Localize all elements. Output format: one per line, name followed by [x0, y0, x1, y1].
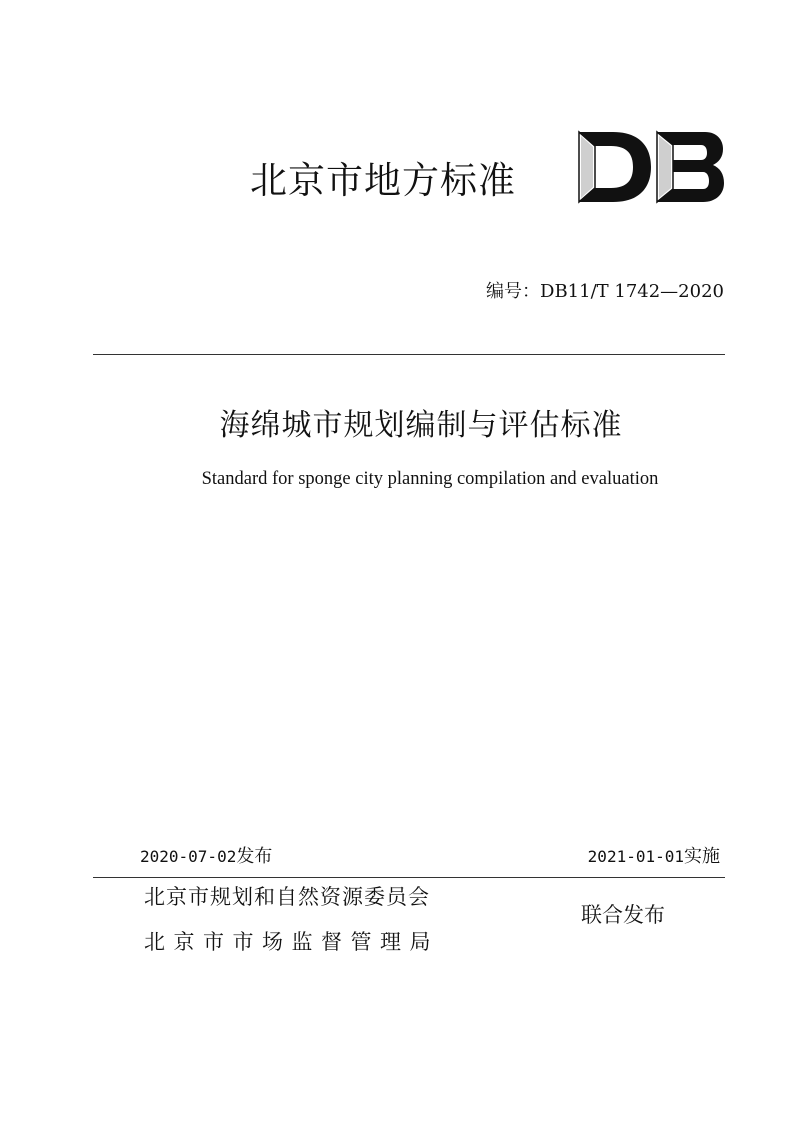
top-divider: [93, 354, 725, 355]
title-chinese: 海绵城市规划编制与评估标准: [219, 408, 623, 443]
db-logo: [577, 128, 725, 206]
joint-issue-label: 联合发布: [581, 903, 665, 927]
publish-date-row: [140, 848, 272, 866]
title-english: Standard for sponge city planning compilation and evaluation: [201, 469, 659, 489]
effective-label: 实施: [684, 846, 720, 867]
standard-category: 北京市地方标准: [250, 159, 516, 202]
issuer-org-1: 北京市规划和自然资源委员会: [144, 885, 430, 909]
publish-label: 发布: [236, 846, 273, 867]
effective-date: 2021-01-01: [587, 847, 684, 866]
issuer-org-2: 北京市市场监督管理局: [144, 930, 439, 954]
bottom-divider: [93, 877, 725, 878]
publish-date: 2020-07-02: [140, 847, 237, 866]
standard-number: 编号：DB11/T 1742—2020: [486, 281, 724, 302]
effective-date-row: [588, 848, 720, 866]
